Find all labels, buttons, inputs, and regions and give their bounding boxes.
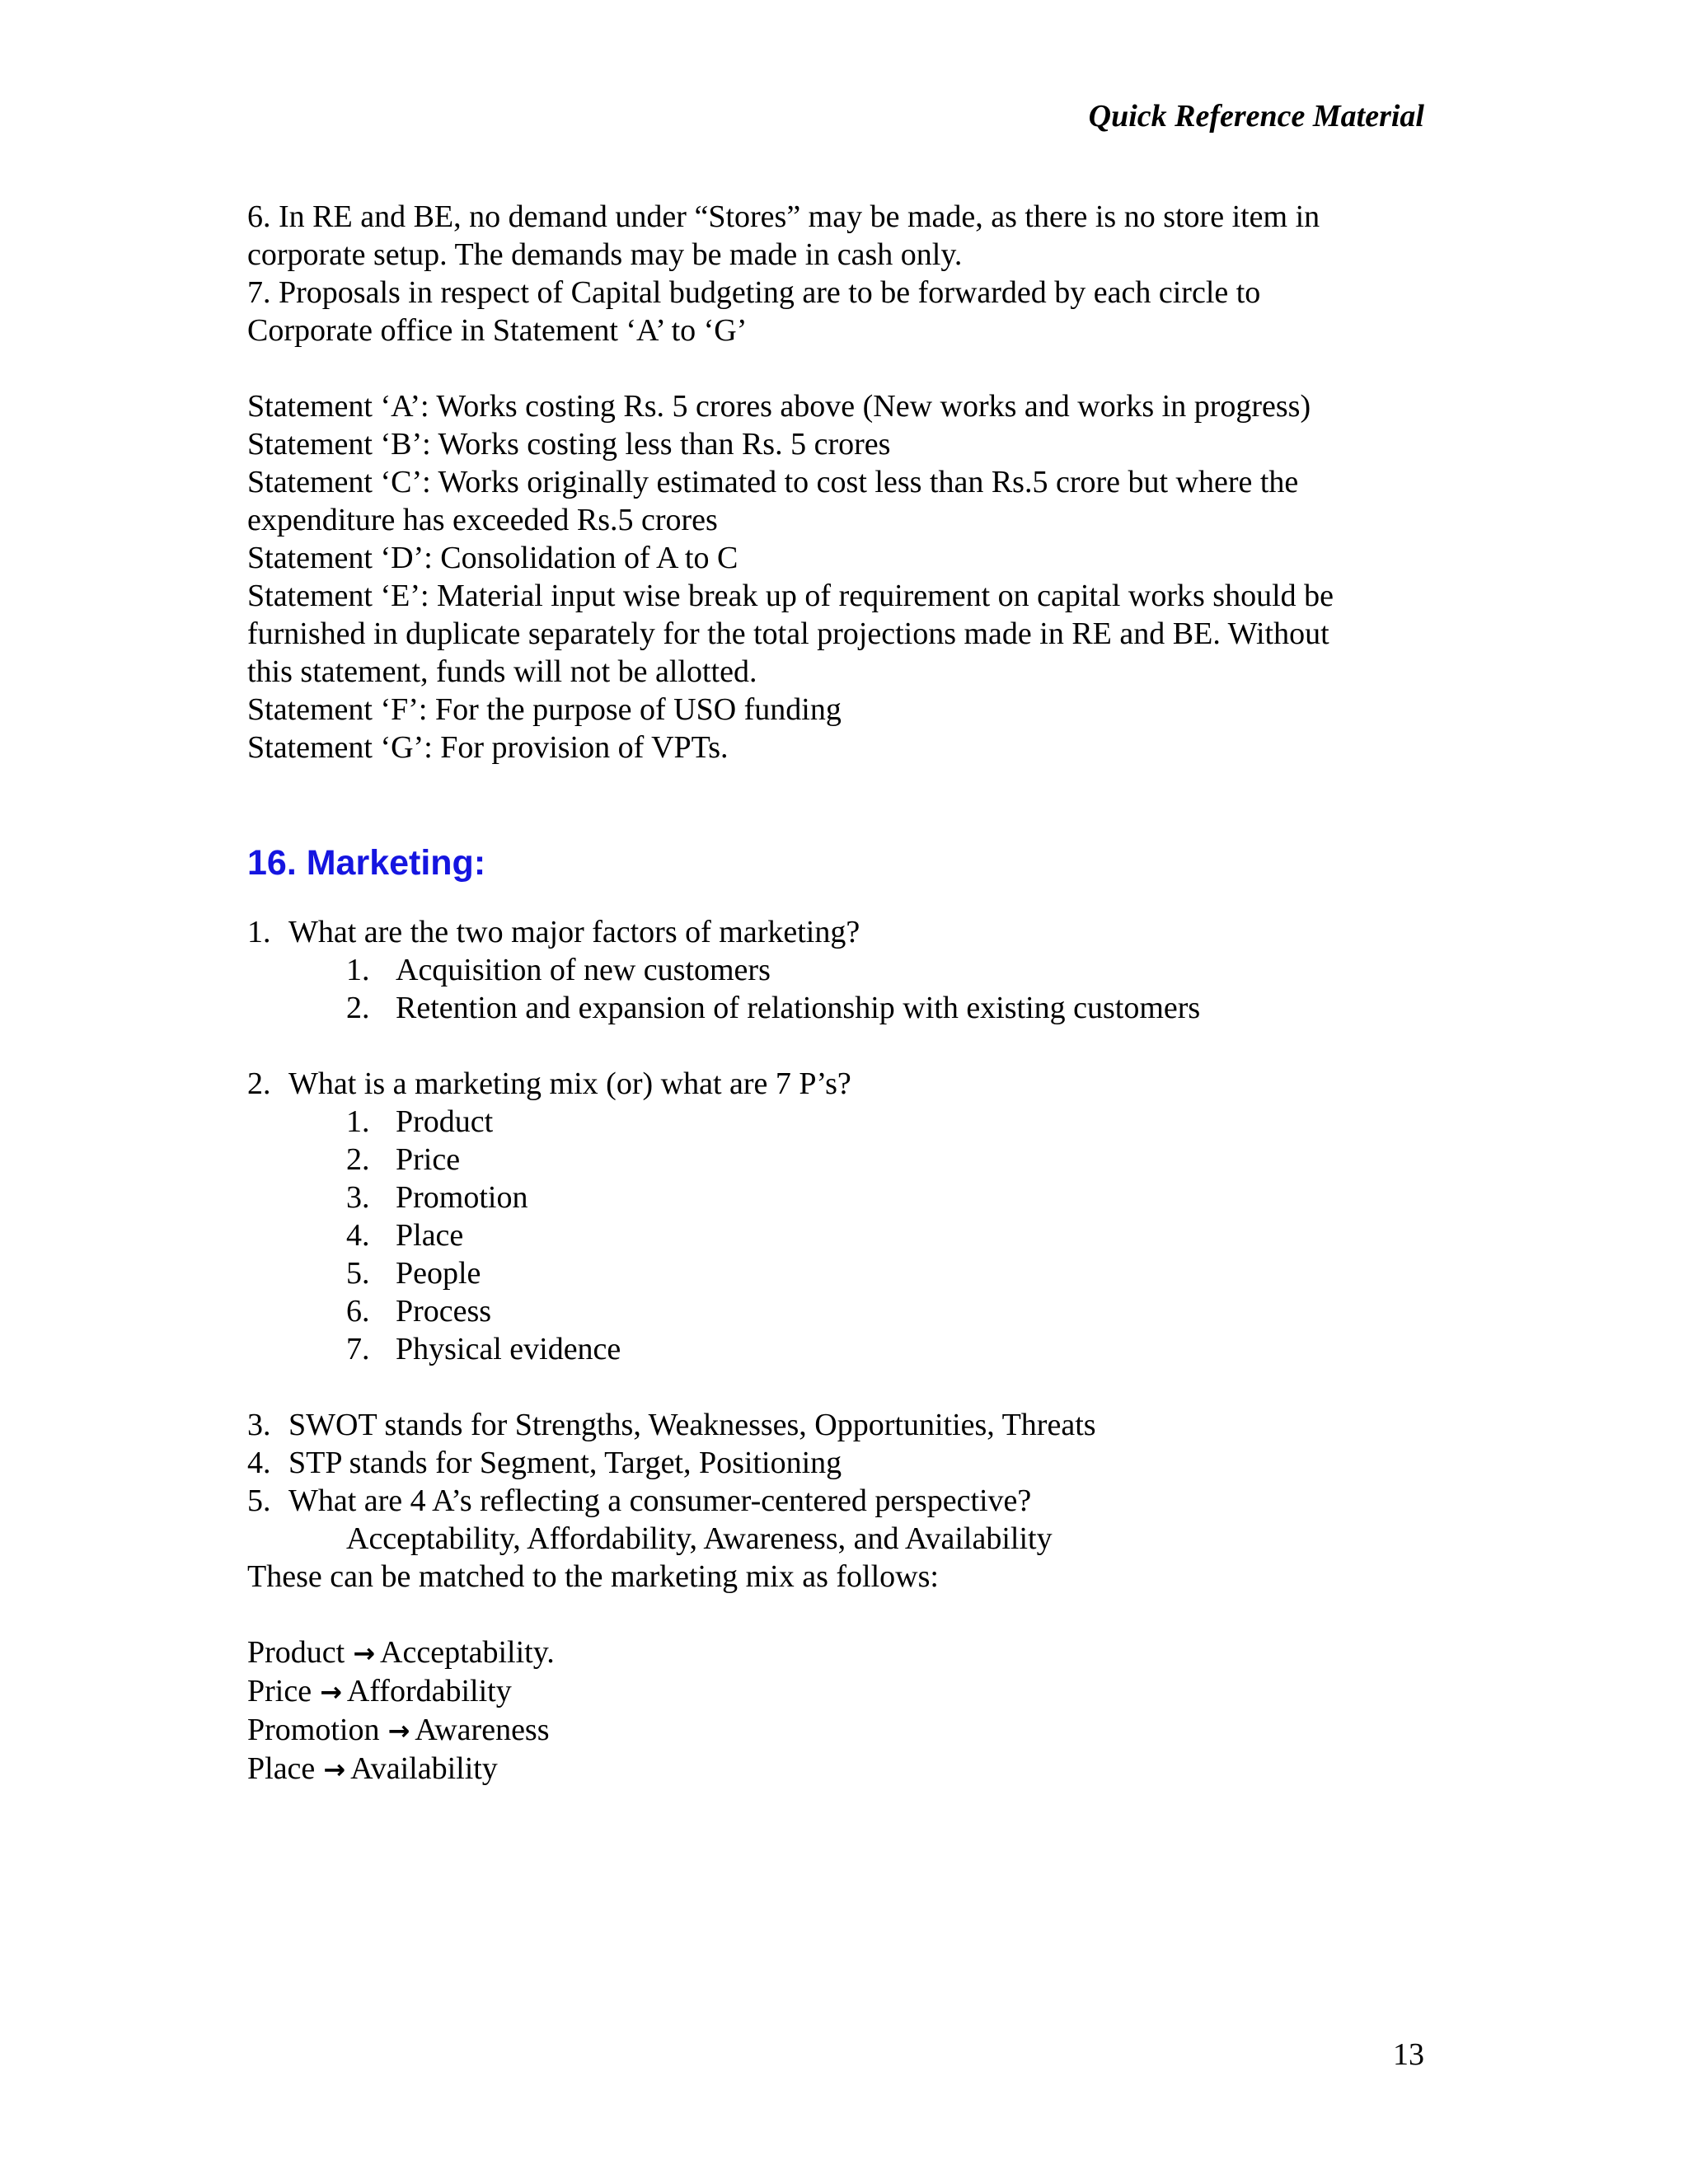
list-item: 5. People xyxy=(346,1256,481,1291)
spacer xyxy=(247,349,1434,387)
list-item: 4. Place xyxy=(346,1218,464,1253)
question-1 xyxy=(247,913,1434,1027)
arrow-right-icon: → xyxy=(353,1638,376,1669)
question-text: STP stands for Segment, Target, Positioning xyxy=(288,1446,842,1480)
arrow-right-icon: → xyxy=(323,1754,346,1785)
list-item: 1. Product xyxy=(346,1104,494,1139)
text-line: corporate setup. The demands may be made in cash only. xyxy=(247,237,963,272)
spacer xyxy=(247,1368,1434,1406)
arrow-right-icon: → xyxy=(320,1676,342,1708)
list-item: 3. Promotion xyxy=(346,1180,528,1215)
question-text: What are 4 A’s reflecting a consumer-centered perspective? xyxy=(288,1483,1032,1518)
spacer xyxy=(247,766,1434,842)
question-number: 5. xyxy=(247,1483,271,1518)
question-number: 2. xyxy=(247,1066,271,1101)
question-text: SWOT stands for Strengths, Weaknesses, Opportunities, Threats xyxy=(288,1408,1096,1442)
arrow-right-icon: → xyxy=(387,1715,410,1746)
list-item: 7. Physical evidence xyxy=(346,1332,621,1366)
list-item: 2. Price xyxy=(346,1142,461,1177)
question-number: 1. xyxy=(247,915,271,949)
statement-line: Statement ‘E’: Material input wise break up of requirement on capital works should be xyxy=(247,579,1334,613)
section-heading: 16. Marketing: xyxy=(247,843,486,883)
matching-pair: Price → Affordability xyxy=(247,1672,1434,1711)
question-5-answer: Acceptability, Affordability, Awareness, and Availability xyxy=(346,1521,1053,1556)
matching-list xyxy=(247,1633,1434,1788)
question-number: 4. xyxy=(247,1446,271,1480)
statement-line: Statement ‘B’: Works costing less than Rs. 5 crores xyxy=(247,427,891,462)
list-item: 6. Process xyxy=(346,1294,492,1329)
question-5 xyxy=(247,1482,1434,1520)
statement-line: Statement ‘G’: For provision of VPTs. xyxy=(247,730,729,765)
spacer xyxy=(247,1596,1434,1633)
matching-pair: Product → Acceptability. xyxy=(247,1633,1434,1672)
spacer xyxy=(247,1027,1434,1065)
statement-line: Statement ‘C’: Works originally estimated to cost less than Rs.5 crore but where the xyxy=(247,465,1299,499)
statement-line: this statement, funds will not be allotted. xyxy=(247,654,757,689)
question-number: 3. xyxy=(247,1408,271,1442)
text-line: 7. Proposals in respect of Capital budgeting are to be forwarded by each circle to xyxy=(247,275,1261,310)
statement-line: furnished in duplicate separately for the total projections made in RE and BE. Without xyxy=(247,616,1329,651)
statement-line: Statement ‘D’: Consolidation of A to C xyxy=(247,541,738,575)
running-header: Quick Reference Material xyxy=(1088,99,1424,134)
matching-intro: These can be matched to the marketing mix as follows: xyxy=(247,1559,939,1594)
question-4 xyxy=(247,1444,1434,1482)
statement-line: Statement ‘A’: Works costing Rs. 5 crores above (New works and works in progress) xyxy=(247,389,1311,424)
page-number: 13 xyxy=(1393,2037,1424,2072)
matching-pair: Promotion → Awareness xyxy=(247,1711,1434,1750)
list-item: 1. Acquisition of new customers xyxy=(346,953,771,987)
question-3 xyxy=(247,1406,1434,1444)
question-text: What is a marketing mix (or) what are 7 P’s? xyxy=(288,1066,851,1101)
page-content xyxy=(247,198,1434,1788)
statement-line: expenditure has exceeded Rs.5 crores xyxy=(247,503,718,537)
statement-line: Statement ‘F’: For the purpose of USO funding xyxy=(247,692,842,727)
question-2 xyxy=(247,1065,1434,1368)
intro-paragraph xyxy=(247,198,1434,349)
matching-pair: Place → Availability xyxy=(247,1750,1434,1788)
list-item: 2. Retention and expansion of relationship with existing customers xyxy=(346,991,1201,1025)
statements-list xyxy=(247,387,1434,766)
text-line: 6. In RE and BE, no demand under “Stores” may be made, as there is no store item in xyxy=(247,199,1320,234)
text-line: Corporate office in Statement ‘A’ to ‘G’ xyxy=(247,313,748,348)
question-text: What are the two major factors of marketing? xyxy=(288,915,860,949)
